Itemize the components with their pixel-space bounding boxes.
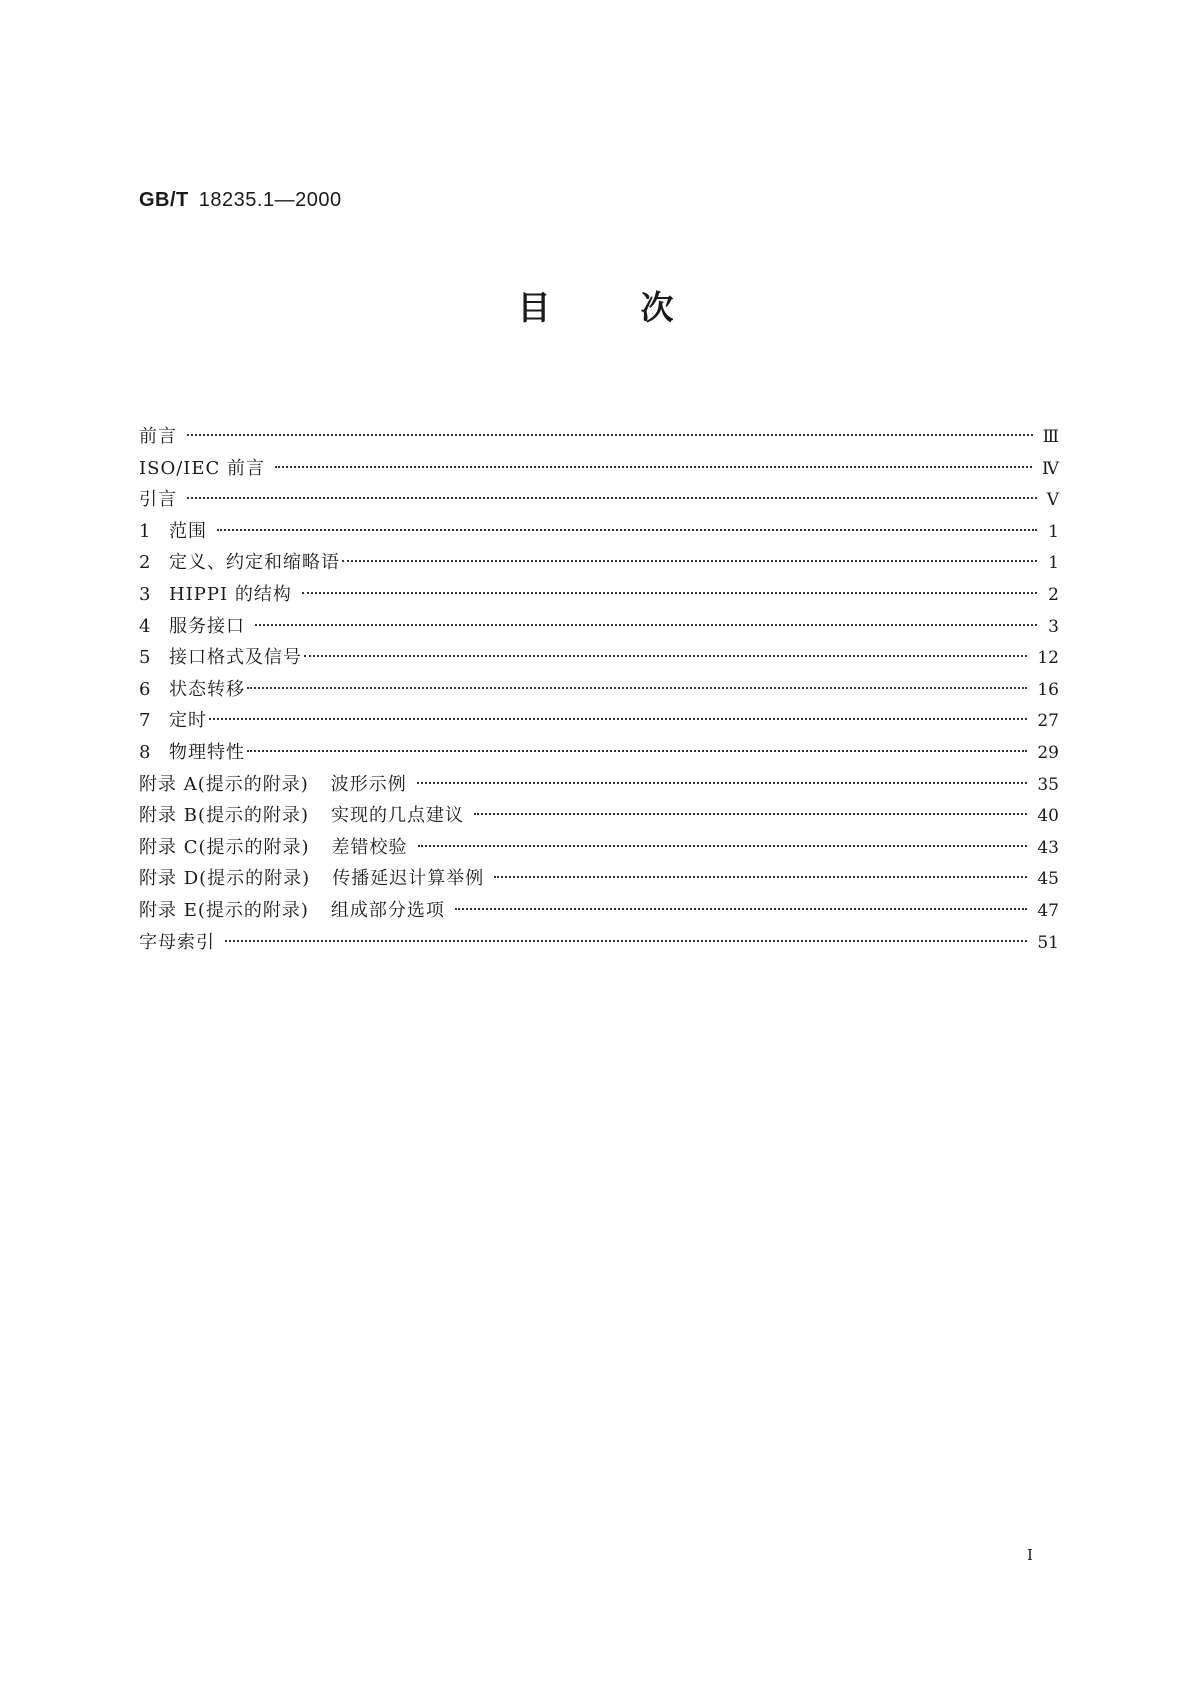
toc-leader-dots [209, 718, 1027, 720]
toc-entry-page: 45 [1037, 869, 1059, 890]
toc-leader-dots [418, 845, 1028, 847]
toc-entry-page: 35 [1037, 774, 1059, 795]
toc-entry-number: 1 [139, 520, 151, 542]
toc-entry-label: 定时 [169, 710, 207, 732]
toc-leader-dots [187, 497, 1037, 499]
toc-entry-label: 字母索引 [139, 931, 215, 953]
toc-entry-label: 附录 B(提示的附录) [139, 805, 309, 827]
toc-entry-label: 前言 [139, 426, 177, 447]
toc-leader-dots [225, 940, 1027, 942]
toc-leader-dots [455, 908, 1027, 910]
toc-leader-dots [187, 434, 1033, 436]
toc-entry-annex-b[interactable] [139, 800, 1059, 832]
toc-entry-page: 16 [1037, 679, 1059, 700]
toc-entry-page: 51 [1037, 932, 1059, 953]
toc-entry-section-3[interactable] [139, 579, 1059, 611]
toc-leader-dots [302, 592, 1037, 594]
page-number: Ⅰ [1027, 1546, 1033, 1564]
toc-entry-annex-e[interactable] [139, 895, 1059, 927]
toc-leader-dots [417, 782, 1028, 784]
toc-leader-dots [275, 466, 1032, 468]
toc-entry-page: 12 [1037, 648, 1059, 669]
toc-leader-dots [247, 750, 1027, 752]
toc-leader-dots [255, 624, 1037, 626]
page-title [0, 282, 1191, 329]
toc-entry-label: 引言 [139, 489, 177, 511]
toc-entry-label: 状态转移 [169, 678, 245, 700]
toc-entry-section-2[interactable] [139, 547, 1059, 579]
toc-entry-page: 2 [1048, 584, 1059, 605]
toc-entry-subtitle: 实现的几点建议 [331, 805, 464, 827]
toc-entry-page: Ⅲ [1042, 427, 1059, 447]
table-of-contents [139, 421, 1059, 958]
toc-entry-label: 服务接口 [169, 615, 245, 637]
toc-leader-dots [474, 813, 1027, 815]
title-char-1: 目 [517, 288, 551, 327]
toc-leader-dots [217, 529, 1037, 531]
toc-entry-page: 27 [1037, 711, 1059, 732]
toc-entry-page: 1 [1048, 521, 1059, 542]
toc-entry-label: 附录 D(提示的附录) [139, 868, 311, 890]
toc-entry-label: 接口格式及信号 [169, 647, 302, 669]
toc-entry-label: 附录 E(提示的附录) [139, 899, 309, 921]
toc-entry-section-8[interactable] [139, 737, 1059, 769]
toc-entry-label: 附录 C(提示的附录) [139, 836, 310, 858]
toc-entry-number: 7 [139, 710, 151, 732]
toc-entry-label: 物理特性 [169, 741, 245, 763]
toc-entry-label: 定义、约定和缩略语 [169, 552, 340, 574]
toc-entry-number: 2 [139, 552, 151, 574]
toc-entry-label: HIPPI 的结构 [169, 583, 292, 605]
toc-entry-subtitle: 组成部分选项 [330, 899, 445, 921]
toc-entry-page: 47 [1037, 900, 1059, 921]
toc-entry-foreword[interactable] [139, 421, 1059, 453]
toc-entry-page: 43 [1037, 837, 1059, 858]
toc-entry-annex-d[interactable] [139, 863, 1059, 895]
toc-entry-section-1[interactable] [139, 516, 1059, 548]
toc-entry-number: 4 [139, 615, 151, 637]
toc-leader-dots [247, 687, 1027, 689]
toc-entry-label: ISO/IEC 前言 [139, 457, 266, 479]
toc-entry-page: 1 [1048, 553, 1059, 574]
toc-entry-alphabetical-index[interactable] [139, 927, 1059, 959]
toc-entry-subtitle: 波形示例 [330, 773, 407, 795]
toc-leader-dots [304, 655, 1027, 657]
standard-number: 18235.1—2000 [198, 189, 342, 211]
toc-entry-number: 5 [139, 647, 151, 669]
toc-entry-label: 范围 [169, 520, 207, 542]
toc-entry-page: 29 [1037, 742, 1059, 763]
toc-entry-annex-c[interactable] [139, 832, 1059, 864]
toc-entry-iso-iec-foreword[interactable] [139, 453, 1059, 485]
toc-entry-section-6[interactable] [139, 674, 1059, 706]
toc-entry-section-4[interactable] [139, 611, 1059, 643]
toc-entry-annex-a[interactable] [139, 769, 1059, 801]
toc-leader-dots [342, 560, 1037, 562]
toc-entry-number: 8 [139, 741, 151, 763]
title-char-2: 次 [640, 288, 674, 327]
toc-entry-section-7[interactable] [139, 705, 1059, 737]
toc-entry-page: 3 [1048, 616, 1059, 637]
toc-entry-number: 6 [139, 678, 151, 700]
toc-entry-page: Ⅴ [1046, 490, 1059, 511]
toc-entry-subtitle: 传播延迟计算举例 [332, 868, 485, 890]
toc-entry-page: Ⅳ [1042, 458, 1059, 479]
standard-prefix: GB/T [139, 189, 189, 211]
toc-entry-introduction[interactable] [139, 484, 1059, 516]
toc-entry-page: 40 [1037, 806, 1059, 827]
toc-leader-dots [494, 876, 1027, 878]
toc-entry-section-5[interactable] [139, 642, 1059, 674]
standard-code [139, 189, 342, 212]
toc-entry-subtitle: 差错校验 [331, 836, 408, 858]
toc-entry-label: 附录 A(提示的附录) [139, 773, 309, 795]
toc-entry-number: 3 [139, 583, 151, 605]
